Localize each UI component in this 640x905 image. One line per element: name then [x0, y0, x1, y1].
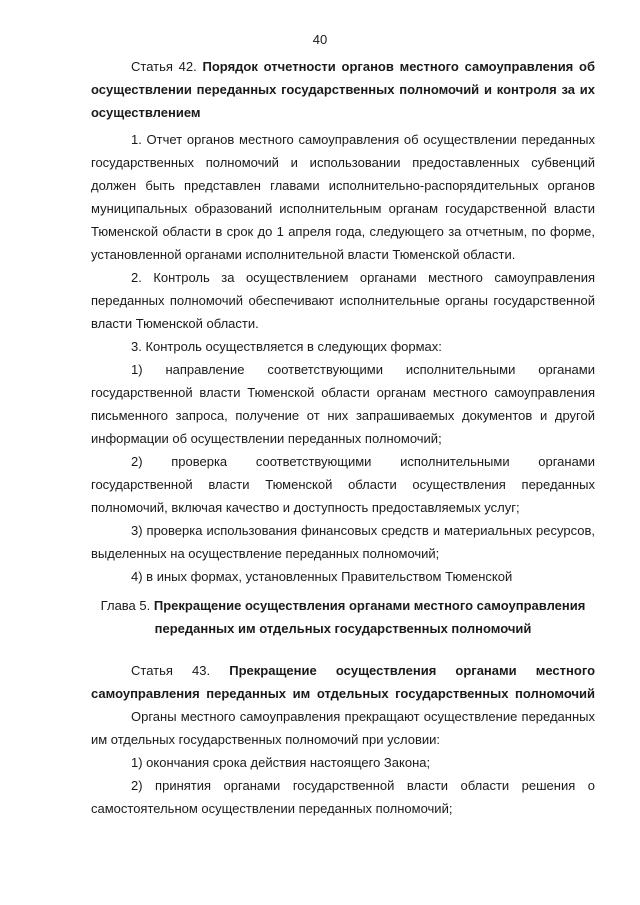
- article-42-prefix: Статья 42.: [131, 59, 197, 74]
- article-42-paragraph-1: 1. Отчет органов местного самоуправления об осуществлении переданных государственных полномочий и использовании предоставленных субвенций должен быть представлен главами исполнительно-распорядительных органов муниципальных образований исполнительным органам государственной власти Тюменской области в срок до 1 апреля года, следующего за отчетным, по форме, установленной органами исполнительной власти Тюменской области.: [91, 132, 595, 262]
- article-42-title: Порядок отчетности органов местного самоуправления об осуществлении переданных государственных полномочий и контроля за их осуществлением: [91, 59, 596, 120]
- article-42: [91, 55, 595, 588]
- article-42-item-4: 4) в иных формах, установленных Правительством Тюменской: [131, 569, 513, 584]
- article-42-paragraph-2: 2. Контроль за осуществлением органами местного самоуправления переданных полномочий обеспечивают исполнительные органы государственной власти Тюменской области.: [91, 270, 595, 331]
- article-43-heading: [91, 659, 595, 705]
- chapter-5-prefix: Глава 5.: [100, 598, 151, 613]
- article-43-title: Прекращение осуществления органами местного самоуправления переданных им отдельных государственных полномочий: [91, 663, 596, 701]
- article-42-item-3: 3) проверка использования финансовых средств и материальных ресурсов, выделенных на осуществление переданных полномочий;: [91, 523, 595, 561]
- article-42-item-1: 1) направление соответствующими исполнительными органами государственной власти Тюменской области органам местного самоуправления письменного запроса, получение от них запрашиваемых документов и другой информации об осуществлении переданных полномочий;: [91, 362, 595, 446]
- article-43-item-2: 2) принятия органами государственной власти области решения о самостоятельном осуществлении переданных полномочий;: [91, 778, 595, 816]
- chapter-5-title: Прекращение осуществления органами местного самоуправления переданных им отдельных государственных полномочий: [153, 598, 586, 636]
- page-number: 40: [312, 32, 328, 47]
- article-42-heading: [91, 55, 595, 124]
- article-42-item-2: 2) проверка соответствующими исполнительными органами государственной власти Тюменской области осуществления переданных полномочий, включая качество и доступность предоставляемых услуг;: [91, 454, 595, 515]
- chapter-5-heading: [91, 594, 595, 640]
- article-42-paragraph-3: 3. Контроль осуществляется в следующих формах:: [131, 339, 442, 354]
- article-43-paragraph-1: Органы местного самоуправления прекращают осуществление переданных им отдельных государственных полномочий при условии:: [91, 709, 595, 747]
- article-43-prefix: Статья 43.: [131, 663, 211, 678]
- article-43-item-1: 1) окончания срока действия настоящего Закона;: [131, 755, 431, 770]
- article-43: [91, 659, 595, 820]
